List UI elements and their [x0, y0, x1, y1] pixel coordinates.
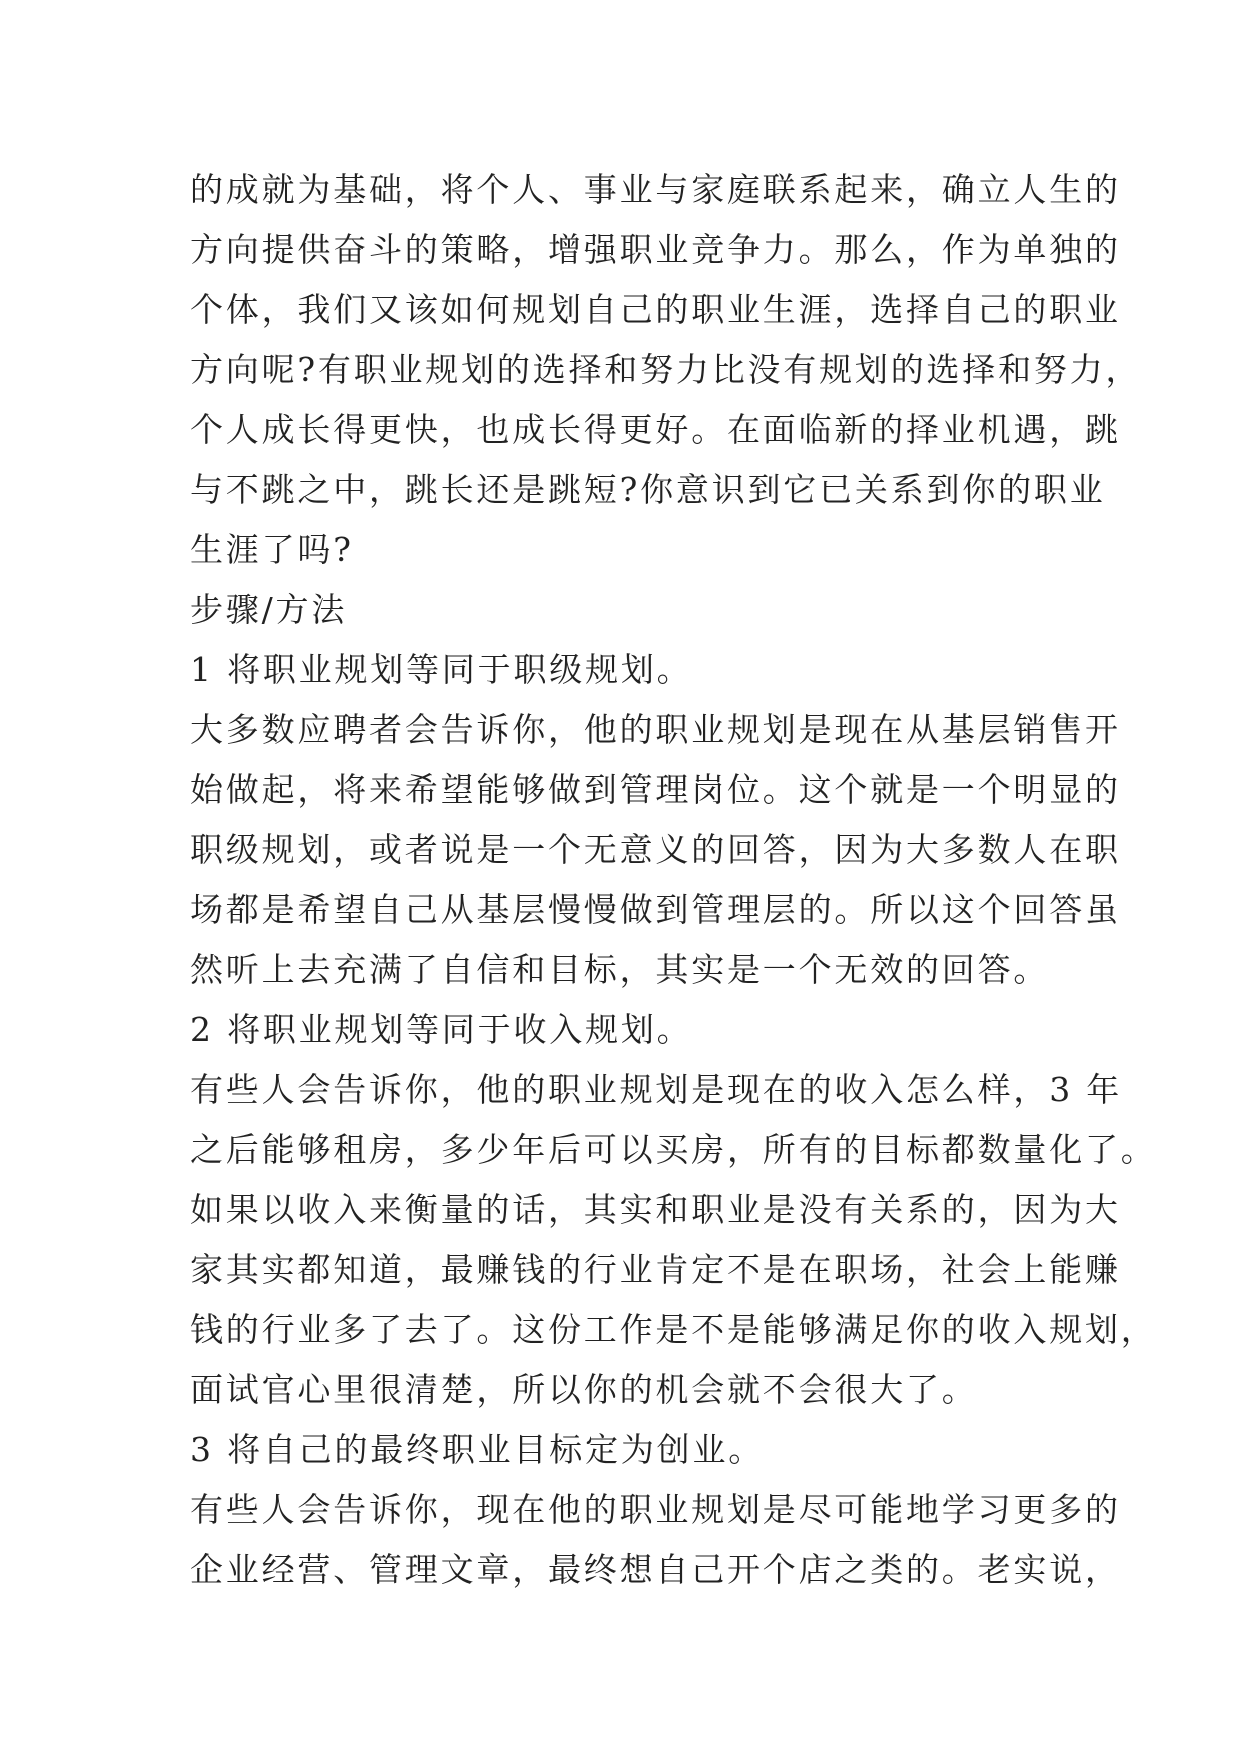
text-line: 然听上去充满了自信和目标，其实是一个无效的回答。 [190, 950, 1050, 989]
text-line: 方向呢?有职业规划的选择和努力比没有规划的选择和努力， [190, 350, 1142, 389]
text-line: 面试官心里很清楚，所以你的机会就不会很大了。 [190, 1370, 978, 1409]
section-heading: 步骤/方法 [190, 590, 348, 629]
text-line: 钱的行业多了去了。这份工作是不是能够满足你的收入规划， [190, 1310, 1157, 1349]
body-text [190, 160, 1157, 1600]
text-line: 个体，我们又该如何规划自己的职业生涯，选择自己的职业 [190, 290, 1121, 329]
text-line: 企业经营、管理文章，最终想自己开个店之类的。老实说， [190, 1550, 1121, 1589]
text-line: 如果以收入来衡量的话，其实和职业是没有关系的，因为大 [190, 1190, 1121, 1229]
text-line: 的成就为基础，将个人、事业与家庭联系起来，确立人生的 [190, 170, 1121, 209]
text-line: 场都是希望自己从基层慢慢做到管理层的。所以这个回答虽 [190, 890, 1121, 929]
text-line: 始做起，将来希望能够做到管理岗位。这个就是一个明显的 [190, 770, 1121, 809]
step-title: 2 将职业规划等同于收入规划。 [190, 1010, 693, 1049]
text-line: 有些人会告诉你，他的职业规划是现在的收入怎么样，3 年 [190, 1070, 1123, 1109]
text-line: 有些人会告诉你，现在他的职业规划是尽可能地学习更多的 [190, 1490, 1121, 1529]
text-line: 家其实都知道，最赚钱的行业肯定不是在职场，社会上能赚 [190, 1250, 1121, 1289]
text-line: 方向提供奋斗的策略，增强职业竞争力。那么，作为单独的 [190, 230, 1121, 269]
step-title: 3 将自己的最终职业目标定为创业。 [190, 1430, 765, 1469]
step-title: 1 将职业规划等同于职级规划。 [190, 650, 693, 689]
text-line: 生涯了吗? [190, 530, 354, 569]
text-line: 职级规划，或者说是一个无意义的回答，因为大多数人在职 [190, 830, 1121, 869]
text-line: 个人成长得更快，也成长得更好。在面临新的择业机遇，跳 [190, 410, 1121, 449]
text-line: 大多数应聘者会告诉你，他的职业规划是现在从基层销售开 [190, 710, 1121, 749]
text-line: 之后能够租房，多少年后可以买房，所有的目标都数量化了。 [190, 1130, 1157, 1169]
text-line: 与不跳之中，跳长还是跳短?你意识到它已关系到你的职业 [190, 470, 1106, 509]
